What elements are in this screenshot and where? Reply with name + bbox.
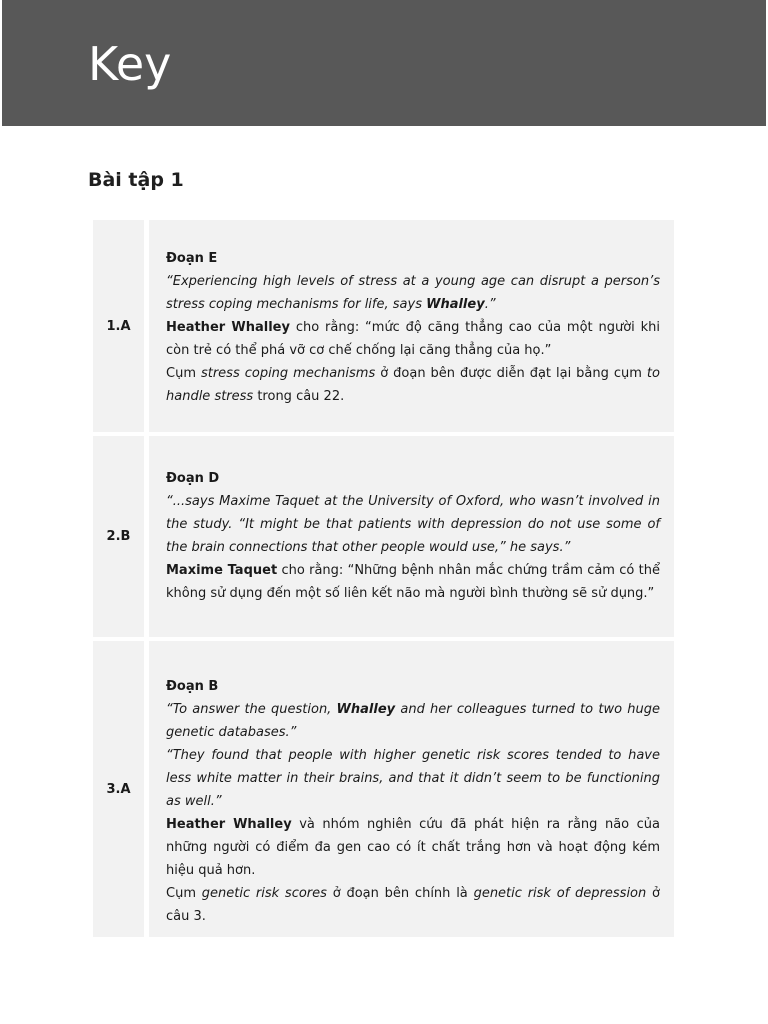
answer-number: 2.B (93, 436, 144, 637)
paragraph-label: Đoạn D (166, 471, 220, 486)
quoted-name: Whalley (336, 702, 396, 717)
answer-explanation (149, 641, 674, 937)
quote-text: “...says Maxime Taquet at the University of Oxford, who wasn’t involved in the study. “It might be that patients with depression do not use some of the brain connections that other people would use,” he says.” (166, 494, 660, 555)
person-name: Heather Whalley (166, 320, 290, 335)
answer-row-2 (93, 436, 674, 637)
answer-explanation (149, 436, 674, 637)
person-name: Heather Whalley (166, 817, 292, 832)
explanation-text: Heather Whalley và nhóm nghiên cứu đã phát hiện ra rằng não của những người có điểm đa gen cao có ít chất trắng hơn và hoạt động kém hiệu quả hơn. (166, 817, 661, 878)
answer-number: 3.A (93, 641, 144, 937)
person-name: Maxime Taquet (166, 563, 278, 578)
phrase-note: Cụm stress coping mechanisms ở đoạn bên được diễn đạt lại bằng cụm to handle stress trong câu 22. (166, 366, 660, 404)
paragraph-label: Đoạn E (166, 251, 218, 266)
answer-row-1 (93, 220, 674, 432)
header-banner (2, 0, 766, 126)
answer-explanation (149, 220, 674, 432)
phrase-note: Cụm genetic risk scores ở đoạn bên chính là genetic risk of depression ở câu 3. (166, 886, 660, 924)
answer-row-3 (93, 641, 674, 937)
quote-text: “They found that people with higher genetic risk scores tended to have less white matter in their brains, and that it didn’t seem to be functioning as well.” (166, 748, 660, 809)
explanation-text: Heather Whalley cho rằng: “mức độ căng thẳng cao của một người khi còn trẻ có thể phá vỡ cơ chế chống lại căng thẳng của họ.” (166, 320, 660, 358)
quoted-name: Whalley (426, 297, 485, 312)
quote-text: “To answer the question, Whalley and her colleagues turned to two huge genetic databases.” (166, 702, 660, 740)
paragraph-label: Đoạn B (166, 679, 219, 694)
answer-number: 1.A (93, 220, 144, 432)
page-title: Key (88, 37, 172, 91)
explanation-text: Maxime Taquet cho rằng: “Những bệnh nhân mắc chứng trầm cảm có thể không sử dụng đến một số liên kết não mà người bình thường sẽ sử dụng.” (166, 563, 661, 601)
quote-text: “Experiencing high levels of stress at a young age can disrupt a person’s stress coping mechanisms for life, says Whalley.” (166, 274, 660, 312)
section-title: Bài tập 1 (88, 169, 184, 191)
